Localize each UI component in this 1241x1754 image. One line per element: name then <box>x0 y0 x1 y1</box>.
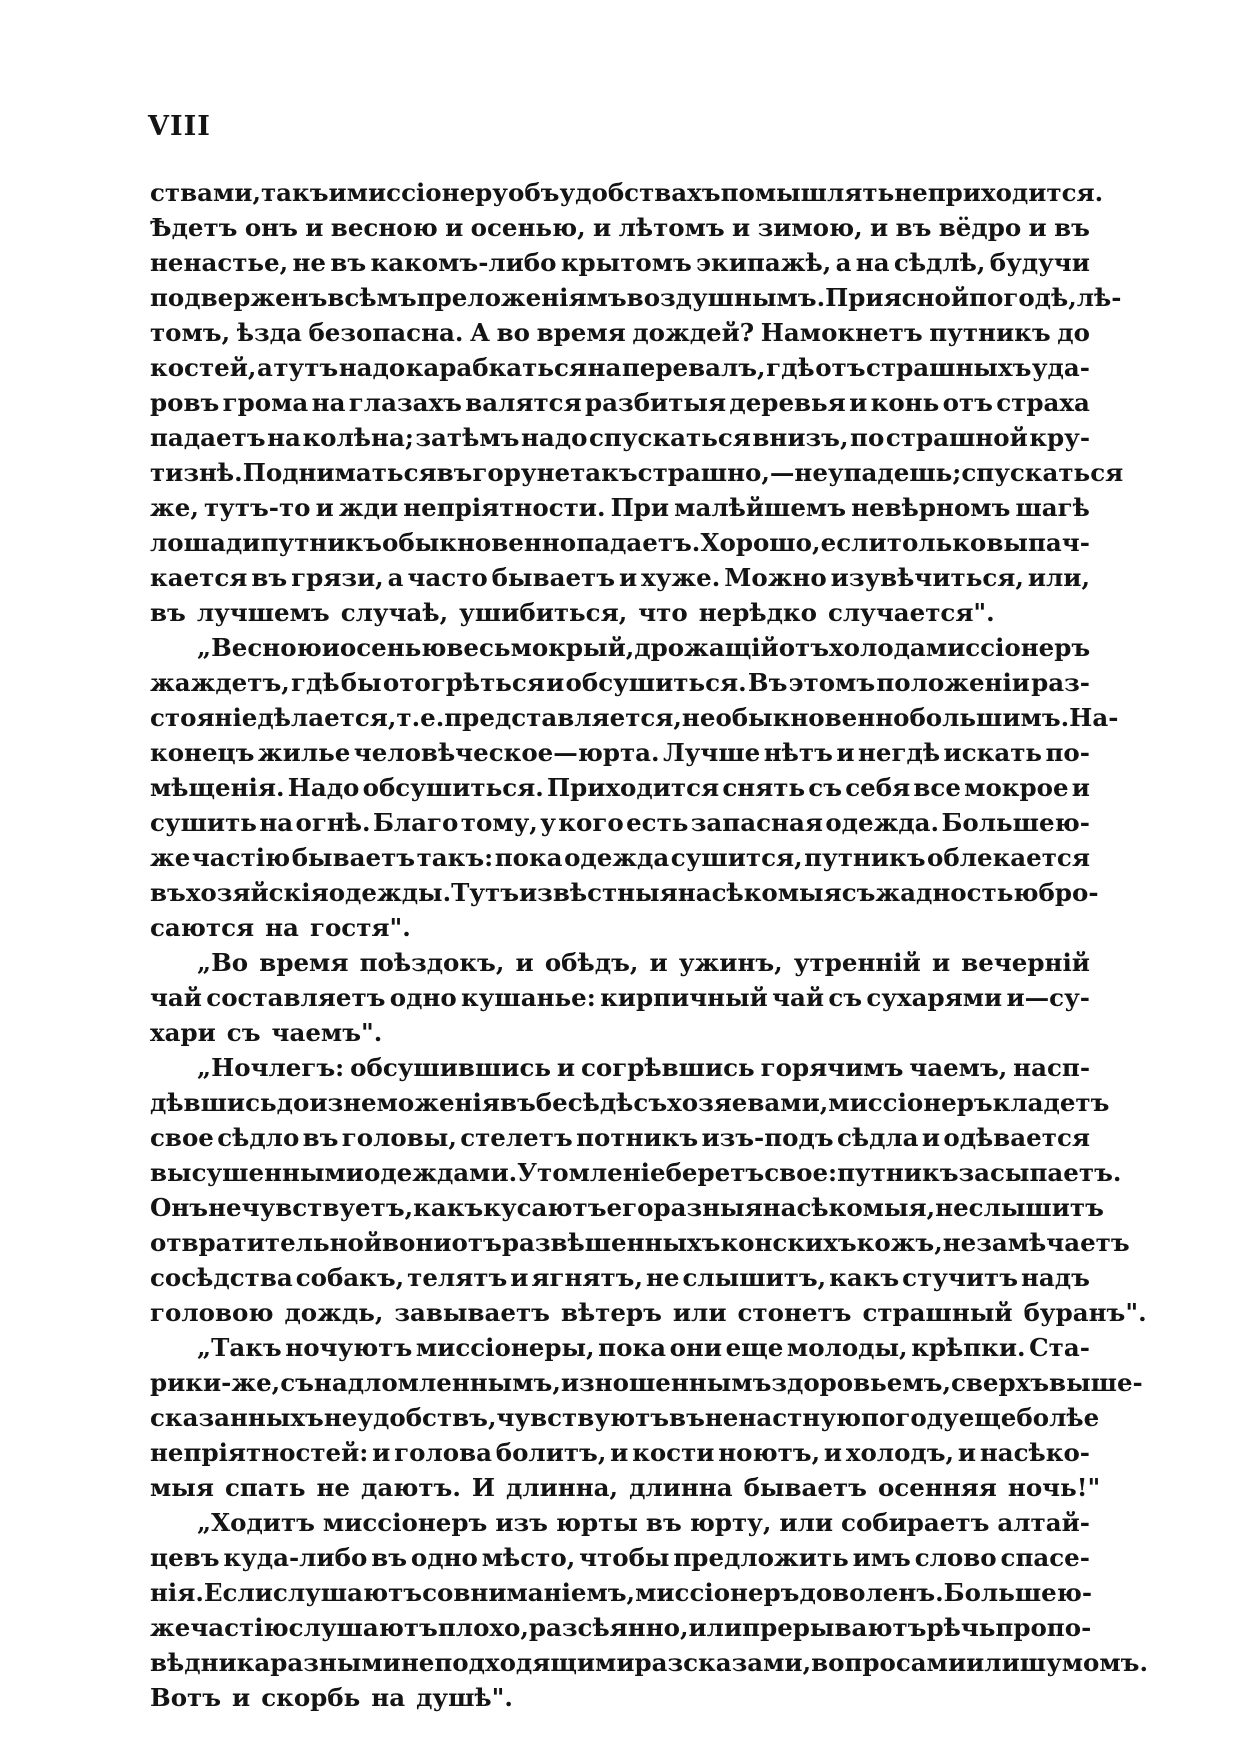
text-line: „Ночлегъ: обсушившись и согрѣвшись горячимъ чаемъ, насп- <box>197 1053 1090 1082</box>
text-line: въ лучшемъ случаѣ, ушибиться, что нерѣдко случается". <box>150 598 995 627</box>
text-line: дѣвшись до изнеможенія въ бесѣдѣ съ хозяевами, миссіонеръ кладетъ <box>150 1088 1110 1117</box>
page-number: VIII <box>148 111 211 142</box>
text-line: ровъ грома на глазахъ валятся разбитыя деревья и конь отъ страха <box>150 388 1090 417</box>
text-line: „Ходитъ миссіонеръ изъ юрты въ юрту, или собираетъ алтай- <box>197 1508 1090 1537</box>
text-line: же частію слушаютъ плохо, разсѣянно, или прерываютъ рѣчь пропо- <box>150 1613 1092 1642</box>
text-line: мыя спать не даютъ. И длинна, длинна бываетъ осенняя ночь!" <box>150 1473 1101 1502</box>
text-line: костей, а тутъ надо карабкаться на перевалъ, гдѣ отъ страшныхъ уда- <box>150 353 1090 382</box>
text-line: чай составляетъ одно кушанье: кирпичный чай съ сухарями и—су- <box>150 983 1090 1012</box>
paragraph <box>150 1505 1149 1715</box>
text-line: Онъ не чувствуетъ, какъ кусаютъ его разныя насѣкомыя, не слышитъ <box>150 1193 1104 1222</box>
text-line: ствами, такъ и миссіонеру объ удобствахъ помышлять не приходится. <box>150 178 1104 207</box>
text-line: Ѣдетъ онъ и весною и осенью, и лѣтомъ и зимою, и въ вёдро и въ <box>150 213 1090 242</box>
text-line: конецъ жилье человѣческое—юрта. Лучше нѣтъ и негдѣ искать по- <box>150 738 1090 767</box>
text-line: лошади путникъ обыкновенно падаетъ. Хорошо, если только выпач- <box>150 528 1090 557</box>
paragraph <box>150 175 1124 630</box>
text-line: же частію бываетъ такъ: пока одежда сушится, путникъ облекается <box>150 843 1090 872</box>
text-line: подверженъ всѣмъ преложеніямъ воздушнымъ. При ясной погодѣ, лѣ- <box>150 283 1122 312</box>
paragraph <box>150 945 1090 1050</box>
text-line: въ хозяйскія одежды. Тутъ извѣстныя насѣкомыя съ жадностью бро- <box>150 878 1099 907</box>
paragraph <box>150 1330 1143 1505</box>
text-line: же, тутъ-то и жди непріятности. При малѣйшемъ невѣрномъ шагѣ <box>150 493 1090 522</box>
text-line: мѣщенія. Надо обсушиться. Приходится снять съ себя все мокрое и <box>150 773 1090 802</box>
text-line: вѣдника разными неподходящими разсказами, вопросами или шумомъ. <box>150 1648 1149 1677</box>
text-line: падаетъ на колѣна; затѣмъ надо спускаться внизъ, по страшной кру- <box>150 423 1090 452</box>
text-line: жаждетъ, гдѣ бы отогрѣться и обсушиться. Въ этомъ положеніи раз- <box>150 668 1090 697</box>
text-line: Вотъ и скорбь на душѣ". <box>150 1683 513 1712</box>
paragraph <box>150 1050 1147 1330</box>
text-line: стояніе дѣлается, т. е. представляется, необыкновенно большимъ. На- <box>150 703 1119 732</box>
text-line: „Такъ ночуютъ миссіонеры, пока они еще молоды, крѣпки. Ста- <box>197 1333 1090 1362</box>
text-line: свое сѣдло въ головы, стелетъ потникъ изъ-подъ сѣдла и одѣвается <box>150 1123 1090 1152</box>
text-line: отвратительной вони отъ развѣшенныхъ конскихъ кожъ, не замѣчаетъ <box>150 1228 1130 1257</box>
text-line: томъ, ѣзда безопасна. А во время дождей? Намокнетъ путникъ до <box>150 318 1090 347</box>
text-line: головою дождь, завываетъ вѣтеръ или стонетъ страшный буранъ". <box>150 1298 1147 1327</box>
text-line: хари съ чаемъ". <box>150 1018 383 1047</box>
text-line: „Весною и осенью весь мокрый, дрожащій отъ холода миссіонеръ <box>197 633 1091 662</box>
text-line: сушить на огнѣ. Благо тому, у кого есть запасная одежда. Большею- <box>150 808 1090 837</box>
text-line: тизнѣ. Подниматься въ гору не такъ страшно,—не упадешь; спускаться <box>150 458 1124 487</box>
text-line: сказанныхъ неудобствъ, чувствуютъ въ ненастную погоду еще болѣе <box>150 1403 1100 1432</box>
text-line: высушенными одеждами. Утомленіе беретъ свое: путникъ засыпаетъ. <box>150 1158 1122 1187</box>
text-line: ненастье, не въ какомъ-либо крытомъ экипажѣ, а на сѣдлѣ, будучи <box>150 248 1090 277</box>
text-line: кается въ грязи, а часто бываетъ и хуже. Можно изувѣчиться, или, <box>150 563 1090 592</box>
text-line: нія. Если слушаютъ со вниманіемъ, миссіонеръ доволенъ. Большею- <box>150 1578 1093 1607</box>
text-line: рики-же, съ надломленнымъ, изношеннымъ здоровьемъ, сверхъ выше- <box>150 1368 1143 1397</box>
body-text <box>150 175 1149 1715</box>
text-line: сосѣдства собакъ, телятъ и ягнятъ, не слышитъ, какъ стучитъ надъ <box>150 1263 1090 1292</box>
text-line: цевъ куда-либо въ одно мѣсто, чтобы предложить имъ слово спасе- <box>150 1543 1090 1572</box>
text-line: „Во время поѣздокъ, и обѣдъ, и ужинъ, утренній и вечерній <box>197 948 1090 977</box>
paragraph <box>150 630 1119 945</box>
text-line: непріятностей: и голова болитъ, и кости ноютъ, и холодъ, и насѣко- <box>150 1438 1090 1467</box>
text-line: саются на гостя". <box>150 913 411 942</box>
